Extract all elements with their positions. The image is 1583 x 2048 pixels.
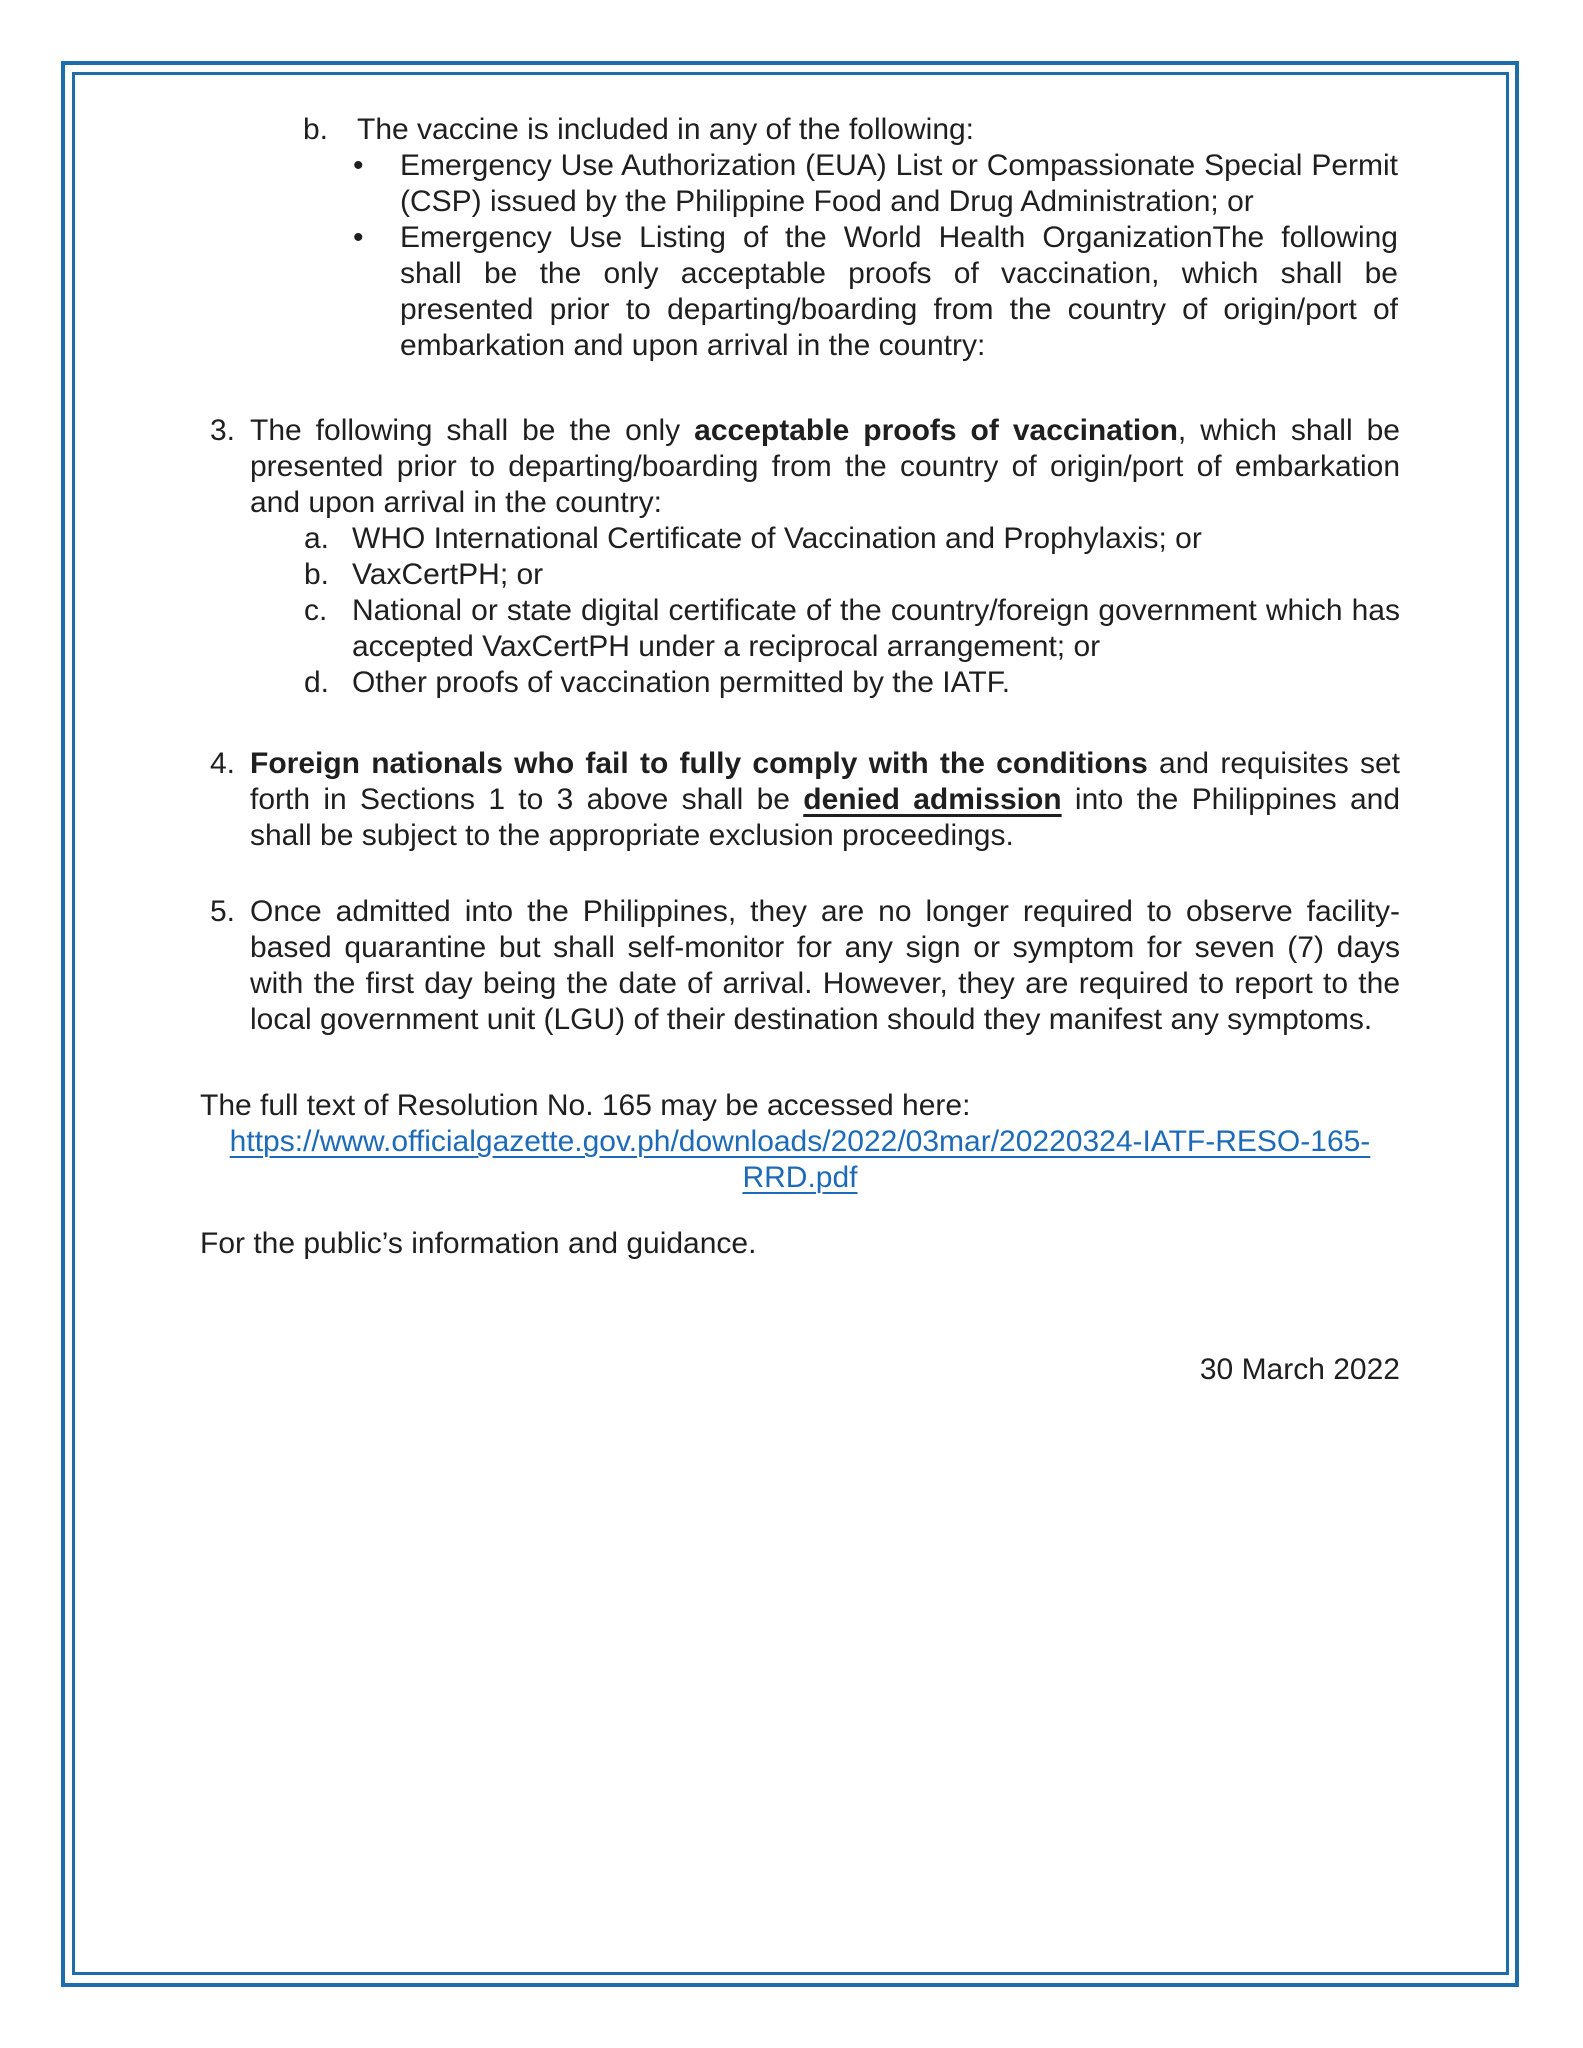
list-marker-4: 4. bbox=[210, 747, 236, 780]
document-date: 30 March 2022 bbox=[1199, 1353, 1400, 1386]
list-marker-5: 5. bbox=[210, 895, 236, 928]
list-item-b-text: The vaccine is included in any of the following: bbox=[357, 113, 975, 146]
list-marker-c: c. bbox=[304, 594, 328, 627]
list-marker-b: b. bbox=[303, 113, 329, 146]
numbered-item-5-text: Once admitted into the Philippines, they are no longer required to observe facility-based quarantine but shall self-monitor for any sign or symptom for seven (7) days with the first day being the date of arrival. However, they are required to report to the local government unit (LGU) of their destination should they manifest any symptoms. bbox=[250, 895, 1400, 1036]
document-content bbox=[0, 112, 1583, 1388]
resolution-link-paragraph bbox=[200, 1124, 1400, 1196]
item-3-lead: The following shall be the only bbox=[250, 414, 695, 447]
sub-item-c bbox=[304, 593, 1400, 665]
item-4-denied-admission: denied admission bbox=[803, 783, 1062, 816]
list-marker-3: 3. bbox=[210, 414, 236, 447]
numbered-item-3-text bbox=[250, 413, 1400, 521]
numbered-item-5 bbox=[210, 894, 1400, 1038]
item-4-bold-lead: Foreign nationals who fail to fully comply with the conditions bbox=[250, 747, 1148, 780]
item-3-bold-phrase: acceptable proofs of vaccination bbox=[694, 414, 1178, 447]
sub-item-b-text: VaxCertPH; or bbox=[352, 558, 544, 591]
bullet-item-2 bbox=[353, 220, 1398, 364]
bullet-item-1 bbox=[353, 148, 1398, 220]
item-4-tail: into the Philippines and shall be subject to the appropriate exclusion proceedings. bbox=[250, 783, 1401, 852]
sub-item-a-text: WHO International Certificate of Vaccination and Prophylaxis; or bbox=[352, 522, 1202, 555]
bullet-item-2-text: Emergency Use Listing of the World Health OrganizationThe following shall be the only acceptable proofs of vaccination, which shall be presented prior to departing/boarding from the country of origin/port of embarkation and upon arrival in the country: bbox=[400, 221, 1398, 362]
list-marker-a: a. bbox=[304, 522, 330, 555]
resolution-pdf-link[interactable]: https://www.officialgazette.gov.ph/downloads/2022/03mar/20220324-IATF-RESO-165-RRD.pdf bbox=[229, 1125, 1371, 1194]
list-item-b bbox=[303, 112, 1400, 148]
sub-item-d bbox=[304, 665, 1400, 701]
item-3-tail: , which shall be presented prior to departing/boarding from the country of origin/port of embarkation and upon arrival in the country: bbox=[250, 414, 1400, 519]
list-marker-b2: b. bbox=[304, 558, 330, 591]
closing-statement: For the public’s information and guidance. bbox=[200, 1227, 757, 1260]
numbered-item-4 bbox=[210, 746, 1400, 854]
numbered-item-3 bbox=[210, 413, 1400, 521]
bullet-glyph: • bbox=[353, 149, 364, 182]
numbered-item-4-text bbox=[250, 746, 1400, 854]
access-note: The full text of Resolution No. 165 may be accessed here: bbox=[200, 1089, 971, 1122]
sub-item-b bbox=[304, 557, 1400, 593]
sub-item-d-text: Other proofs of vaccination permitted by the IATF. bbox=[352, 666, 1011, 699]
bullet-glyph: • bbox=[353, 221, 364, 254]
bullet-item-1-text: Emergency Use Authorization (EUA) List or Compassionate Special Permit (CSP) issued by the Philippine Food and Drug Administration; or bbox=[400, 149, 1398, 218]
sub-item-a bbox=[304, 521, 1400, 557]
item-4-mid: and requisites set forth in Sections 1 to 3 above shall be bbox=[250, 747, 1400, 816]
list-marker-d: d. bbox=[304, 666, 330, 699]
sub-item-c-text: National or state digital certificate of the country/foreign government which has accepted VaxCertPH under a reciprocal arrangement; or bbox=[352, 594, 1400, 663]
